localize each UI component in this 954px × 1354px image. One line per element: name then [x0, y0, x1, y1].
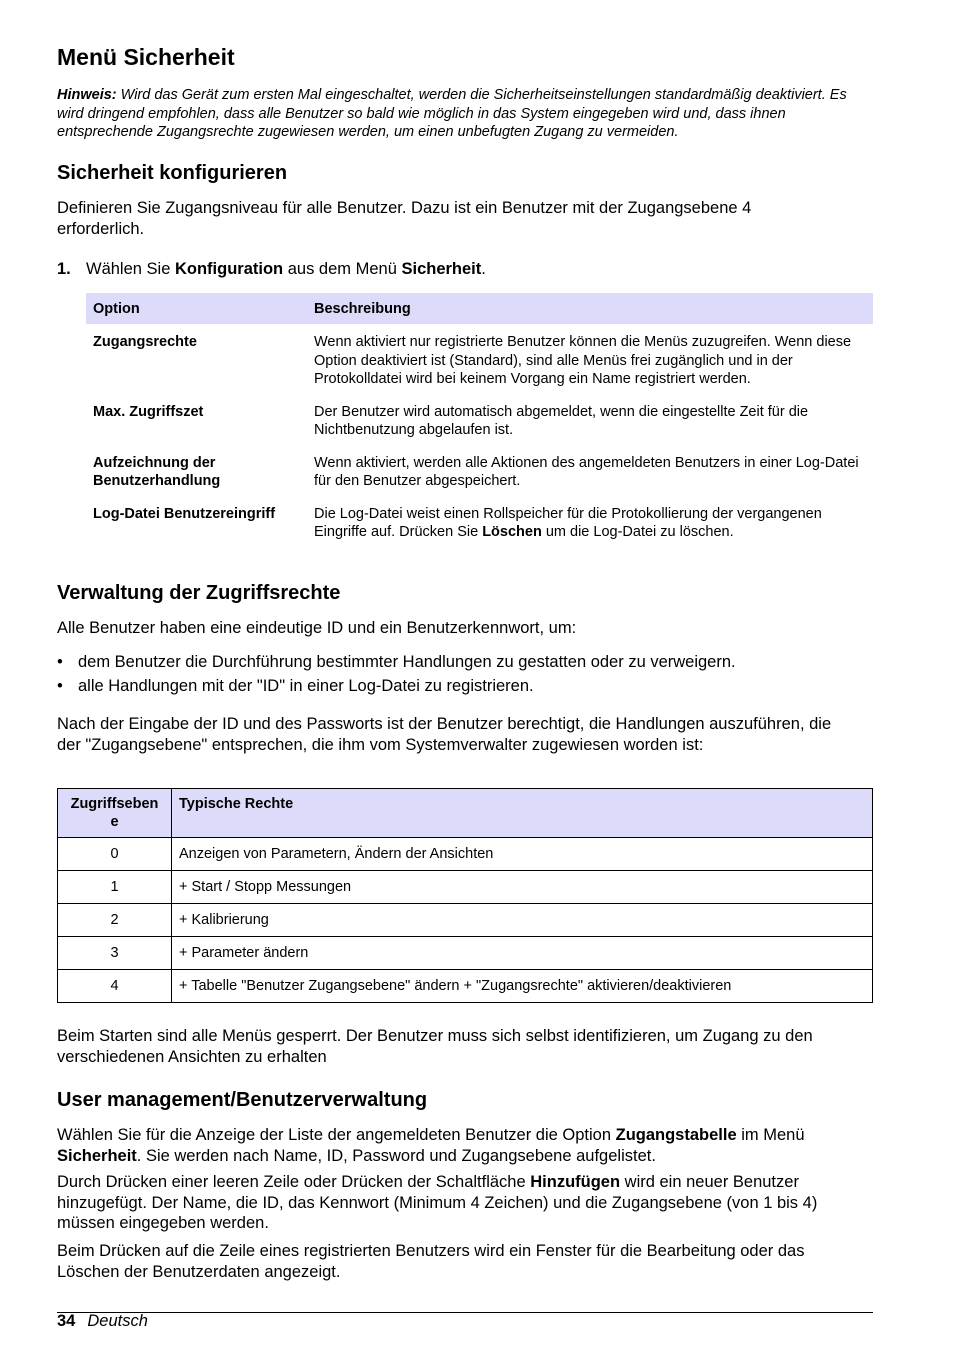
heading-sicherheit-konfigurieren: Sicherheit konfigurieren: [57, 162, 288, 184]
p1-bold-d: Sicherheit: [57, 1146, 137, 1165]
step-text-3: .: [481, 260, 486, 278]
list-item: • dem Benutzer die Durchführung bestimmter Handlungen zu gestatten oder zu verweigern.: [57, 653, 736, 677]
table-row: [86, 324, 873, 397]
heading-verwaltung-zugriffsrechte: Verwaltung der Zugriffsrechte: [57, 582, 341, 604]
access-level: 2: [58, 904, 172, 937]
options-header-description: Beschreibung: [307, 293, 873, 324]
table-row: [58, 871, 873, 904]
section3-p2: [57, 1172, 873, 1234]
options-header-row: [86, 293, 873, 324]
table-row: [58, 838, 873, 871]
options-header-option: Option: [86, 293, 307, 324]
option-description-bold: Löschen: [482, 524, 542, 540]
p1-text-e: . Sie werden nach Name, ID, Password und Zugangsebene aufgelistet.: [136, 1146, 656, 1165]
table-row: [58, 970, 873, 1003]
section2-intro: Alle Benutzer haben eine eindeutige ID und ein Benutzerkennwort, um:: [57, 619, 577, 637]
page-title: Menü Sicherheit: [57, 44, 235, 70]
option-description: Der Benutzer wird automatisch abgemeldet, wenn die eingestellte Zeit für die Nichtbenutzung abgelaufen ist.: [314, 403, 809, 438]
option-name: Log-Datei Benutzereingriff: [93, 505, 276, 522]
access-header-level: Zugriffseben e: [58, 789, 172, 838]
table-row: [86, 397, 873, 448]
step-number: 1.: [57, 260, 71, 278]
table-row: [58, 937, 873, 970]
option-name: Zugangsrechte: [93, 334, 197, 350]
section2-after: Beim Starten sind alle Menüs gesperrt. Der Benutzer muss sich selbst identifizieren, um Zugang zu den verschiedenen Ansichten zu erhalten: [57, 1027, 813, 1066]
step-text-1: Wählen Sie: [86, 260, 171, 278]
heading-user-management: User management/Benutzerverwaltung: [57, 1089, 428, 1111]
access-level-table: [57, 788, 873, 1003]
p1-text-a: Wählen Sie für die Anzeige der Liste der angemeldeten Benutzer die Option: [57, 1126, 612, 1144]
section3-p3: Beim Drücken auf die Zeile eines registrierten Benutzers wird ein Fenster für die Bearbeitung oder das Löschen der Benutzerdaten angezeigt.: [57, 1242, 805, 1281]
option-name: Aufzeichnung der Benutzerhandlung: [93, 454, 221, 489]
option-description-a: Die Log-Datei weist einen Rollspeicher für die Protokollierung der vergangenen Eingriffe auf. Drücken Sie: [314, 505, 822, 540]
access-rights: Anzeigen von Parametern, Ändern der Ansichten: [172, 838, 873, 871]
bullet-list: [57, 653, 736, 701]
option-name: Max. Zugriffszet: [93, 403, 204, 420]
p2-text-c: wird ein neuer Benutzer hinzugefügt. Der Name, die ID, das Kennwort (Minimum 4 Zeichen) und die Zugangsebene (von 1 bis 4) müssen eingegeben werden.: [57, 1173, 818, 1232]
access-level: 1: [58, 871, 172, 904]
p2-bold-b: Hinzufügen: [530, 1173, 621, 1191]
footer-divider: [57, 1312, 873, 1313]
access-level: 0: [58, 838, 172, 871]
note-text: Wird das Gerät zum ersten Mal eingeschaltet, werden die Sicherheitseinstellungen standardmäßig deaktiviert. Es wird dringend empfohlen, dass alle Benutzer so bald wie möglich in das System eingegeben wird und, dass ihnen entsprechende Zugangsrechte zugewiesen werden, um einen unbefugten Zugang zu vermeiden.: [57, 87, 847, 140]
note: [57, 86, 867, 142]
access-rights: + Parameter ändern: [172, 937, 873, 970]
access-rights: + Kalibrierung: [172, 904, 873, 937]
option-description: Wenn aktiviert nur registrierte Benutzer können die Menüs zuzugreifen. Wenn diese Option deaktiviert ist (Standard), sind alle Menüs frei zugänglich und in der Protokolldatei wird bei keinem Vorgang ein Name registriert werden.: [314, 334, 852, 387]
table-row: [86, 448, 873, 499]
p1-text-c: im Menü: [741, 1126, 805, 1144]
step-bold-1: Konfiguration: [174, 260, 284, 278]
table-row: [86, 499, 873, 550]
table-row: [58, 904, 873, 937]
section3-p1: [57, 1125, 847, 1166]
access-level: 4: [58, 970, 172, 1003]
section1-intro: Definieren Sie Zugangsniveau für alle Benutzer. Dazu ist ein Benutzer mit der Zugangsebene 4 erforderlich.: [57, 199, 752, 238]
note-label: Hinweis:: [57, 87, 117, 103]
access-rights: + Start / Stopp Messungen: [172, 871, 873, 904]
step-bold-2: Sicherheit: [401, 260, 482, 278]
step-1: [57, 260, 486, 279]
list-item: • alle Handlungen mit der "ID" in einer Log-Datei zu registrieren.: [57, 677, 736, 701]
option-description-c: um die Log-Datei zu löschen.: [545, 524, 734, 540]
p2-text-a: Durch Drücken einer leeren Zeile oder Drücken der Schaltfläche: [57, 1173, 526, 1191]
option-description: [307, 499, 873, 550]
section2-para: Nach der Eingabe der ID und des Passworts ist der Benutzer berechtigt, die Handlungen auszuführen, die der "Zugangsebene" entsprechen, die ihm vom Systemverwalter zugewiesen worden ist:: [57, 715, 832, 754]
page-number: 34: [57, 1312, 76, 1330]
options-table: [86, 293, 873, 550]
access-header-row: [58, 789, 873, 838]
access-rights: + Tabelle "Benutzer Zugangsebene" ändern + "Zugangsrechte" aktivieren/deaktivieren: [172, 970, 873, 1003]
access-level: 3: [58, 937, 172, 970]
footer: [57, 1312, 148, 1331]
p1-bold-b: Zugangstabelle: [615, 1126, 737, 1144]
access-header-rights: Typische Rechte: [172, 789, 873, 838]
option-description: Wenn aktiviert, werden alle Aktionen des angemeldeten Benutzers in einer Log-Datei für den Benutzer abgespeichert.: [314, 454, 859, 489]
step-text-2: aus dem Menü: [287, 260, 397, 278]
footer-language: Deutsch: [87, 1312, 148, 1330]
